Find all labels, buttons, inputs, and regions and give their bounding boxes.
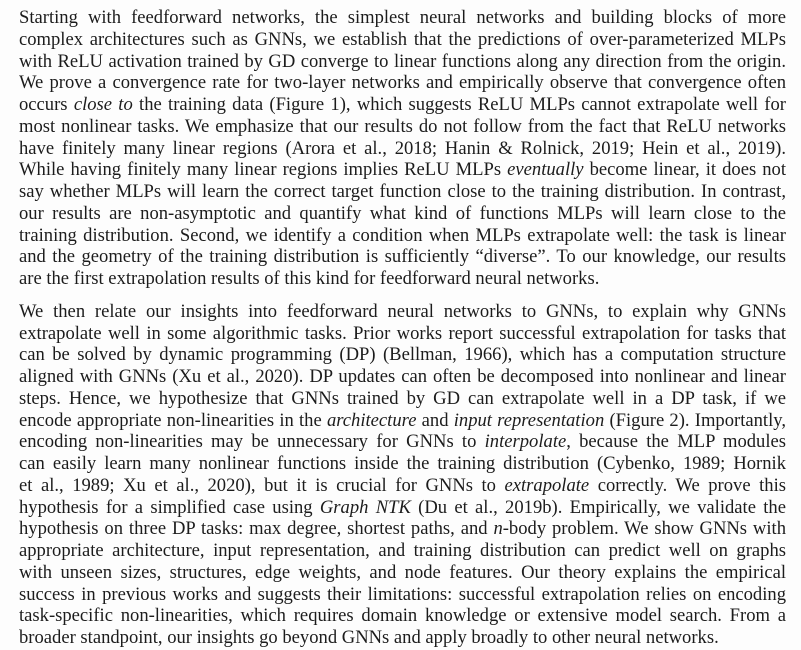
text-run: hypothesis for a simplified case using xyxy=(19,496,320,518)
text-line xyxy=(19,301,786,323)
text-line xyxy=(19,518,786,540)
text-run: hypothesis on three DP tasks: max degree, shortest paths, and xyxy=(19,518,494,540)
text-run: task-specific non-linearities, which requires domain knowledge or extensive model search. From a xyxy=(19,605,786,627)
text-run: aligned with GNNs (Xu et al., 2020). DP updates can often be decomposed into nonlinear and linear xyxy=(19,366,786,387)
text-line xyxy=(19,7,786,29)
text-line xyxy=(19,116,786,138)
text-line xyxy=(19,584,786,606)
text-line xyxy=(19,94,786,116)
text-line xyxy=(19,562,786,584)
text-run: We then relate our insights into feedforward neural networks to GNNs, to explain why GNNs xyxy=(19,300,786,322)
text-run: with ReLU activation trained by GD converge to linear functions along any direction from the origin. xyxy=(19,50,786,72)
text-line xyxy=(19,366,786,388)
text-run: with unseen sizes, structures, edge weights, and node features. Our theory explains the empirical xyxy=(19,561,786,583)
text-run: encoding non-linearities may be unnecessary for GNNs to xyxy=(19,431,485,453)
text-run: can be solved by dynamic programming (DP) (Bellman, 1966), which has a computation structure xyxy=(19,344,786,366)
text-run: -body problem. We show GNNs with xyxy=(502,518,786,540)
text-run: become linear, it does not xyxy=(583,159,786,181)
text-run: extrapolate well in some algorithmic tasks. Prior works report successful extrapolation for tasks that xyxy=(19,322,786,344)
text-line xyxy=(19,323,786,345)
text-line xyxy=(19,475,786,497)
text-run: say whether MLPs will learn the correct target function close to the training distribution. In contrast, xyxy=(19,181,786,202)
text-run: While having finitely many linear regions implies ReLU MLPs xyxy=(19,159,508,181)
text-run: correctly. We prove this xyxy=(589,474,786,496)
italic-text: extrapolate xyxy=(504,474,590,496)
text-line xyxy=(19,605,786,627)
italic-text: Graph NTK xyxy=(319,496,411,518)
text-run: Starting with feedforward networks, the simplest neural networks and building blocks of more xyxy=(19,7,786,28)
text-run: (Du et al., 2019b). Empirically, we validate the xyxy=(410,496,786,518)
italic-text: interpolate xyxy=(484,431,567,453)
text-line xyxy=(19,225,786,247)
italic-text: input representation xyxy=(453,409,605,431)
italic-text: architecture xyxy=(326,409,417,431)
text-line xyxy=(19,540,786,562)
text-line xyxy=(19,159,786,181)
text-run: (Figure 2). Importantly, xyxy=(604,409,786,431)
text-line xyxy=(19,453,786,475)
text-line xyxy=(19,181,786,203)
text-run: broader standpoint, our insights go beyond GNNs and apply broadly to other neural networks. xyxy=(19,627,719,648)
paragraph-gnn-extrapolation xyxy=(19,301,786,649)
text-line xyxy=(19,410,786,432)
text-line xyxy=(19,431,786,453)
text-line xyxy=(19,627,786,649)
document-page xyxy=(19,7,786,649)
text-line xyxy=(19,51,786,73)
text-run: occurs xyxy=(19,94,74,115)
text-run: We prove a convergence rate for two-layer networks and empirically observe that convergence often xyxy=(19,72,786,94)
text-line xyxy=(19,246,786,268)
text-run: are the first extrapolation results of this kind for feedforward neural networks. xyxy=(19,268,600,289)
italic-text: close to xyxy=(73,94,133,115)
text-run: steps. Hence, we hypothesize that GNNs trained by GD can extrapolate well in a DP task, if we xyxy=(19,387,786,409)
text-run: , because the MLP modules xyxy=(566,431,786,453)
text-line xyxy=(19,344,786,366)
text-run: the training data (Figure 1), which suggests ReLU MLPs cannot extrapolate well for xyxy=(132,94,786,115)
text-line xyxy=(19,138,786,160)
text-run: appropriate architecture, input representation, and training distribution can predict well on graphs xyxy=(19,540,786,561)
text-run: have finitely many linear regions (Arora et al., 2018; Hanin & Rolnick, 2019; Hein et al., 2019). xyxy=(19,137,786,159)
text-run: can easily learn many nonlinear functions inside the training distribution (Cybenko, 1989; Hornik xyxy=(19,453,786,474)
text-run: most nonlinear tasks. We emphasize that our results do not follow from the fact that ReLU networks xyxy=(19,115,786,137)
text-run: our results are non-asymptotic and quantify what kind of functions MLPs will learn close to the xyxy=(19,202,786,224)
text-line xyxy=(19,388,786,410)
text-run: complex architectures such as GNNs, we establish that the predictions of over-parameterized MLPs xyxy=(19,28,786,50)
italic-text: n xyxy=(493,518,503,540)
text-run: success in previous works and suggests their limitations: successful extrapolation relies on encoding xyxy=(19,583,786,605)
italic-text: eventually xyxy=(507,159,584,181)
text-run: et al., 1989; Xu et al., 2020), but it is crucial for GNNs to xyxy=(19,474,505,496)
text-line xyxy=(19,497,786,519)
text-line xyxy=(19,268,786,290)
paragraph-feedforward-networks xyxy=(19,7,786,290)
text-run: encode appropriate non-linearities in the xyxy=(19,409,327,431)
text-line xyxy=(19,29,786,51)
text-run: and xyxy=(416,409,454,431)
text-run: and the geometry of the training distribution is sufficiently “diverse”. To our knowledge, our results xyxy=(19,246,786,268)
text-run: training distribution. Second, we identify a condition when MLPs extrapolate well: the task is linear xyxy=(19,224,786,246)
text-line xyxy=(19,72,786,94)
text-line xyxy=(19,203,786,225)
